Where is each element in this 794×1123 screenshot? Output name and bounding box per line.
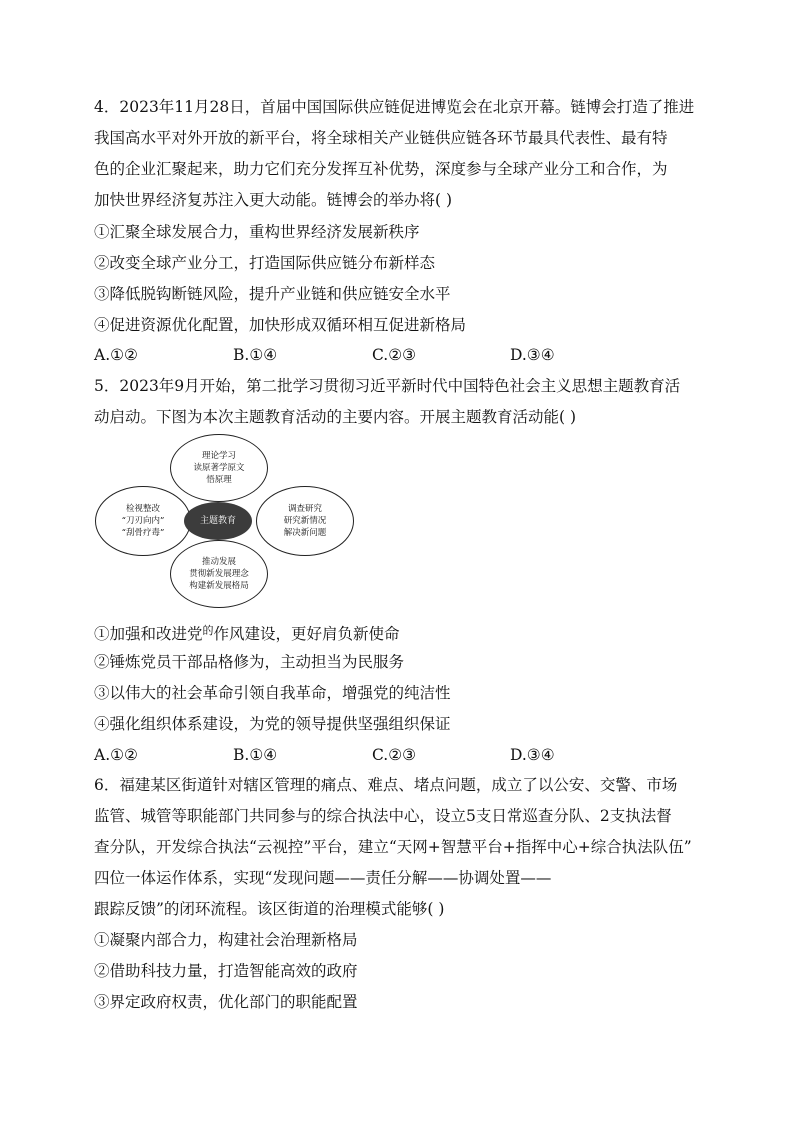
diagram-node-left [95, 486, 191, 556]
q6-stem-line-3: 查分队，开发综合执法“云视控”平台，建立“天网+智慧平台+指挥中心+综合执法队伍” [94, 838, 692, 856]
q6-stem-line-4: 四位一体运作体系，实现“发现问题——责任分解——协调处置—— [94, 869, 552, 887]
q4-stem-line-3: 色的企业汇聚起来，助力它们充分发挥互补优势，深度参与全球产业分工和合作，为 [94, 160, 668, 178]
q5-option-a: A.①② [94, 746, 138, 764]
diagram-node-bottom-line-3: 构建新发展格局 [189, 581, 249, 591]
q5-item-3: ③以伟大的社会革命引领自我革命，增强党的纯洁性 [94, 684, 451, 702]
diagram-node-top [170, 434, 268, 502]
diagram-node-top-line-1: 理论学习 [201, 451, 236, 461]
q5-item-1-post: 作风建设，更好肩负新使命 [213, 625, 400, 643]
q6-item-3: ③界定政府权责，优化部门的职能配置 [94, 993, 358, 1011]
q5-item-2: ②锤炼党员干部品格修为，主动担当为民服务 [94, 653, 405, 671]
q4-option-b: B.①④ [233, 346, 278, 364]
q4-option-d: D.③④ [510, 346, 555, 364]
q5-stem-line-1: 5．2023年9月开始，第二批学习贯彻习近平新时代中国特色社会主义思想主题教育活 [94, 377, 681, 395]
q6-item-2: ②借助科技力量，打造智能高效的政府 [94, 962, 358, 980]
diagram-center-node [184, 502, 252, 540]
q4-item-3: ③降低脱钩断链风险，提升产业链和供应链安全水平 [94, 285, 451, 303]
q5-item-1-sup: 的 [202, 624, 214, 637]
diagram-node-left-line-1: 检视整改 [125, 504, 160, 514]
q4-stem-line-1: 4．2023年11月28日，首届中国国际供应链促进博览会在北京开幕。链博会打造了推进 [94, 98, 695, 116]
diagram-node-top-line-2: 读原著学原文 [193, 463, 245, 473]
q6-stem-line-2: 监管、城管等职能部门共同参与的综合执法中心，设立5支日常巡查分队、2支执法督 [94, 807, 672, 825]
q4-item-4: ④促进资源优化配置，加快形成双循环相互促进新格局 [94, 316, 467, 334]
q4-stem-line-4: 加快世界经济复苏注入更大动能。链博会的举办将( ) [94, 191, 453, 209]
q4-option-a: A.①② [94, 346, 138, 364]
q5-item-4: ④强化组织体系建设，为党的领导提供坚强组织保证 [94, 715, 451, 733]
q4-item-2: ②改变全球产业分工，打造国际供应链分布新样态 [94, 254, 436, 272]
diagram-node-right-line-1: 调查研究 [287, 504, 322, 514]
diagram-node-top-line-3: 悟原理 [206, 475, 232, 485]
diagram-node-left-line-3: “刮骨疗毒” [121, 528, 165, 538]
diagram-center-label: 主题教育 [199, 516, 236, 526]
q5-stem-line-2: 动启动。下图为本次主题教育活动的主要内容。开展主题教育活动能( ) [94, 408, 577, 426]
theme-education-diagram [90, 432, 360, 608]
diagram-node-bottom-line-2: 贯彻新发展理念 [189, 569, 249, 579]
q5-item-1 [94, 621, 400, 644]
q4-option-c: C.②③ [372, 346, 417, 364]
q4-item-1: ①汇聚全球发展合力，重构世界经济发展新秩序 [94, 223, 420, 241]
q6-item-1: ①凝聚内部合力，构建社会治理新格局 [94, 931, 358, 949]
q5-option-d: D.③④ [510, 746, 555, 764]
q4-stem-line-2: 我国高水平对外开放的新平台，将全球相关产业链供应链各环节最具代表性、最有特 [94, 129, 668, 147]
q6-stem-line-1: 6．福建某区街道针对辖区管理的痛点、难点、堵点问题，成立了以公安、交警、市场 [94, 776, 678, 794]
diagram-node-right-line-2: 研究新情况 [283, 516, 327, 526]
q5-option-b: B.①④ [233, 746, 278, 764]
diagram-node-right [256, 486, 354, 556]
q6-stem-line-5: 跟踪反馈”的闭环流程。该区街道的治理模式能够( ) [94, 900, 445, 918]
diagram-node-bottom-line-1: 推动发展 [201, 557, 236, 567]
q5-item-1-pre: ①加强和改进党 [94, 625, 203, 643]
diagram-node-right-line-3: 解决新问题 [283, 528, 327, 538]
q5-option-c: C.②③ [372, 746, 417, 764]
diagram-node-left-line-2: “刀刃向内” [121, 516, 165, 526]
diagram-node-bottom [170, 540, 268, 608]
